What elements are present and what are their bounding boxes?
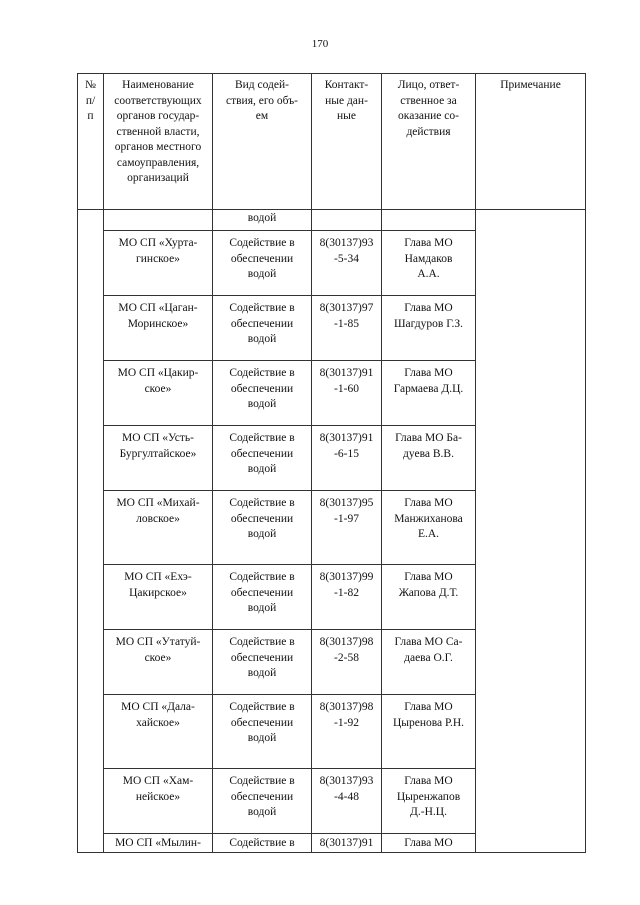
cell-contacts: 8(30137)97 -1-85 <box>312 296 382 361</box>
cell-name: МО СП «Цакир- ское» <box>104 361 213 426</box>
cell-responsible: Глава МО Жапова Д.Т. <box>382 565 476 630</box>
cell-type: Содействие в обеспечении водой <box>213 695 312 769</box>
cell-responsible: Глава МО Цыренжапов Д.-Н.Ц. <box>382 769 476 834</box>
cell-name <box>104 210 213 231</box>
cell-contacts: 8(30137)98 -2-58 <box>312 630 382 695</box>
table-row-continuation <box>78 210 586 231</box>
cell-contacts: 8(30137)95 -1-97 <box>312 491 382 565</box>
cell-num-merged <box>78 210 104 853</box>
cell-contacts: 8(30137)99 -1-82 <box>312 565 382 630</box>
cell-name: МО СП «Утатуй- ское» <box>104 630 213 695</box>
cell-contacts: 8(30137)91 <box>312 834 382 853</box>
cell-responsible: Глава МО Ба- дуева В.В. <box>382 426 476 491</box>
cell-responsible <box>382 210 476 231</box>
cell-contacts: 8(30137)91 -1-60 <box>312 361 382 426</box>
cell-type: Содействие в обеспечении водой <box>213 630 312 695</box>
cell-responsible: Глава МО Шагдуров Г.З. <box>382 296 476 361</box>
header-num: № п/ п <box>78 74 104 210</box>
cell-name: МО СП «Дала- хайское» <box>104 695 213 769</box>
cell-contacts: 8(30137)93 -5-34 <box>312 231 382 296</box>
assistance-table <box>77 73 586 853</box>
table-header-row <box>78 74 586 210</box>
cell-note-merged <box>476 210 586 853</box>
cell-type: Содействие в обеспечении водой <box>213 769 312 834</box>
cell-type: Содействие в обеспечении водой <box>213 296 312 361</box>
cell-responsible: Глава МО Гармаева Д.Ц. <box>382 361 476 426</box>
cell-name: МО СП «Михай- ловское» <box>104 491 213 565</box>
cell-name: МО СП «Хам- нейское» <box>104 769 213 834</box>
header-name: Наименование соответствующих органов государ- ственной власти, органов местного самоуправления, организаций <box>104 74 213 210</box>
cell-name: МО СП «Усть- Бургултайское» <box>104 426 213 491</box>
cell-name: МО СП «Ехэ- Цакирское» <box>104 565 213 630</box>
cell-responsible: Глава МО Манжиханова Е.А. <box>382 491 476 565</box>
header-note: Примечание <box>476 74 586 210</box>
cell-responsible: Глава МО Цыренова Р.Н. <box>382 695 476 769</box>
cell-type: Содействие в обеспечении водой <box>213 565 312 630</box>
cell-type: Содействие в обеспечении водой <box>213 491 312 565</box>
cell-type: Содействие в обеспечении водой <box>213 426 312 491</box>
cell-type: Содействие в <box>213 834 312 853</box>
cell-contacts: 8(30137)98 -1-92 <box>312 695 382 769</box>
cell-type: Содействие в обеспечении водой <box>213 361 312 426</box>
cell-name: МО СП «Цаган- Моринское» <box>104 296 213 361</box>
cell-contacts <box>312 210 382 231</box>
cell-responsible: Глава МО Са- даева О.Г. <box>382 630 476 695</box>
page-number: 170 <box>311 38 329 50</box>
cell-responsible: Глава МО Намдаков А.А. <box>382 231 476 296</box>
cell-contacts: 8(30137)93 -4-48 <box>312 769 382 834</box>
cell-responsible: Глава МО <box>382 834 476 853</box>
cell-type: водой <box>213 210 312 231</box>
header-responsible: Лицо, ответ- ственное за оказание со- действия <box>382 74 476 210</box>
cell-name: МО СП «Мылин- <box>104 834 213 853</box>
cell-name: МО СП «Хурта- гинское» <box>104 231 213 296</box>
cell-type: Содействие в обеспечении водой <box>213 231 312 296</box>
header-type: Вид содей- ствия, его объ- ем <box>213 74 312 210</box>
cell-contacts: 8(30137)91 -6-15 <box>312 426 382 491</box>
header-contacts: Контакт- ные дан- ные <box>312 74 382 210</box>
